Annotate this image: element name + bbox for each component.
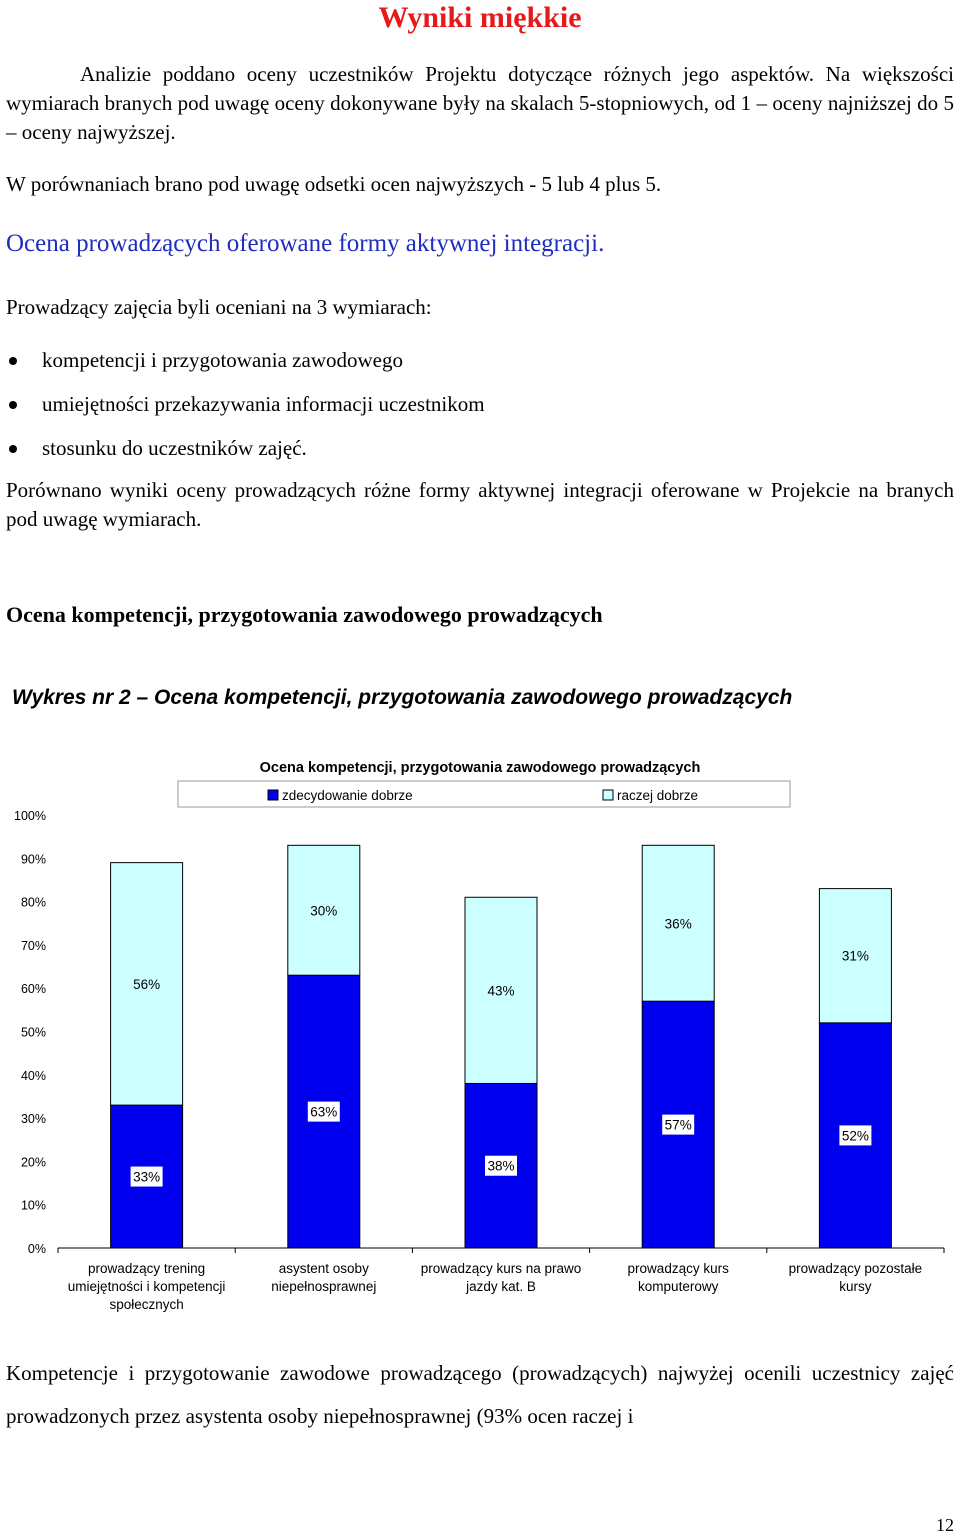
y-tick-label: 100% — [14, 809, 46, 823]
comparison-paragraph: W porównaniach brano pod uwagę odsetki ocen najwyższych - 5 lub 4 plus 5. — [6, 172, 662, 196]
data-label: 57% — [664, 1117, 692, 1133]
legend-label-1: zdecydowanie dobrze — [282, 788, 413, 803]
y-tick-label: 60% — [20, 982, 46, 997]
page-title: Wyniki miękkie — [378, 1, 582, 34]
y-tick-label: 30% — [20, 1112, 46, 1127]
x-category-label: prowadzący kurs — [627, 1261, 729, 1276]
x-category-label: asystent osoby — [278, 1261, 369, 1276]
comparison-description: Porównano wyniki oceny prowadzących różne formy aktywnej integracji oferowane w Projekcie na branych pod uwagę wymiarach. — [6, 478, 954, 531]
page-number: 12 — [936, 1515, 954, 1535]
y-tick-label: 10% — [20, 1198, 46, 1213]
x-category-label: prowadzący kurs na prawo — [420, 1261, 582, 1276]
y-tick-label: 50% — [20, 1025, 46, 1040]
bullet-icon — [9, 401, 17, 409]
chart-caption: Wykres nr 2 – Ocena kompetencji, przygotowania zawodowego prowadzących — [12, 686, 793, 709]
list-item-label: kompetencji i przygotowania zawodowego — [42, 348, 403, 372]
list-item — [6, 434, 485, 478]
data-label: 38% — [487, 1158, 515, 1174]
dimensions-intro: Prowadzący zajęcia byli oceniani na 3 wymiarach: — [6, 295, 432, 319]
y-tick-label: 80% — [20, 895, 46, 910]
y-tick-label: 70% — [20, 938, 46, 953]
chart-plot — [14, 760, 944, 1312]
legend-label-2: raczej dobrze — [617, 788, 699, 803]
list-item-label: umiejętności przekazywania informacji uczestnikom — [42, 392, 485, 416]
y-tick-label: 90% — [20, 852, 46, 867]
list-item — [6, 346, 485, 390]
data-label: 56% — [133, 976, 161, 992]
section-heading: Ocena kompetencji, przygotowania zawodowego prowadzących — [6, 602, 603, 627]
data-label: 33% — [133, 1169, 161, 1185]
dimensions-list — [6, 346, 485, 478]
bullet-icon — [9, 357, 17, 365]
x-category-label: kursy — [839, 1279, 872, 1294]
stacked-bar-chart — [0, 740, 960, 1330]
x-category-label: prowadzący pozostałe — [788, 1261, 923, 1276]
x-category-label: niepełnosprawnej — [271, 1279, 377, 1294]
y-tick-label: 0% — [27, 1242, 46, 1256]
x-category-label: prowadzący trening — [88, 1261, 206, 1276]
y-tick-label: 40% — [20, 1068, 46, 1083]
intro-paragraph: Analizie poddano oceny uczestników Projektu dotyczące różnych jego aspektów. Na większości wymiarach branych pod uwagę oceny dokonywane były na skalach 5-stopniowych, od 1 – oceny najniższej do 5 – oceny najwyższej. — [6, 62, 954, 144]
conclusion-paragraph: Kompetencje i przygotowanie zawodowe prowadzącego (prowadzących) najwyżej ocenili uczestnicy zajęć prowadzonych przez asystenta osoby niepełnosprawnej (93% ocen raczej i — [6, 1361, 954, 1428]
data-label: 52% — [841, 1128, 869, 1144]
bullet-icon — [9, 445, 17, 453]
data-label: 36% — [664, 916, 692, 932]
data-label: 43% — [487, 983, 515, 999]
data-label: 31% — [841, 948, 869, 964]
y-tick-label: 20% — [20, 1155, 46, 1170]
x-category-label: komputerowy — [638, 1279, 719, 1294]
subheading: Ocena prowadzących oferowane formy aktywnej integracji. — [6, 230, 605, 257]
data-label: 63% — [310, 1104, 338, 1120]
x-category-label: jazdy kat. B — [466, 1279, 536, 1294]
x-category-label: umiejętności i kompetencji — [67, 1279, 226, 1294]
list-item — [6, 390, 485, 434]
data-label: 30% — [310, 903, 338, 919]
x-category-label: społecznych — [109, 1297, 184, 1312]
chart-title: Ocena kompetencji, przygotowania zawodowego prowadzących — [259, 760, 701, 776]
list-item-label: stosunku do uczestników zajęć. — [42, 436, 307, 460]
legend-swatch-2 — [603, 790, 613, 800]
legend-swatch-1 — [268, 790, 278, 800]
